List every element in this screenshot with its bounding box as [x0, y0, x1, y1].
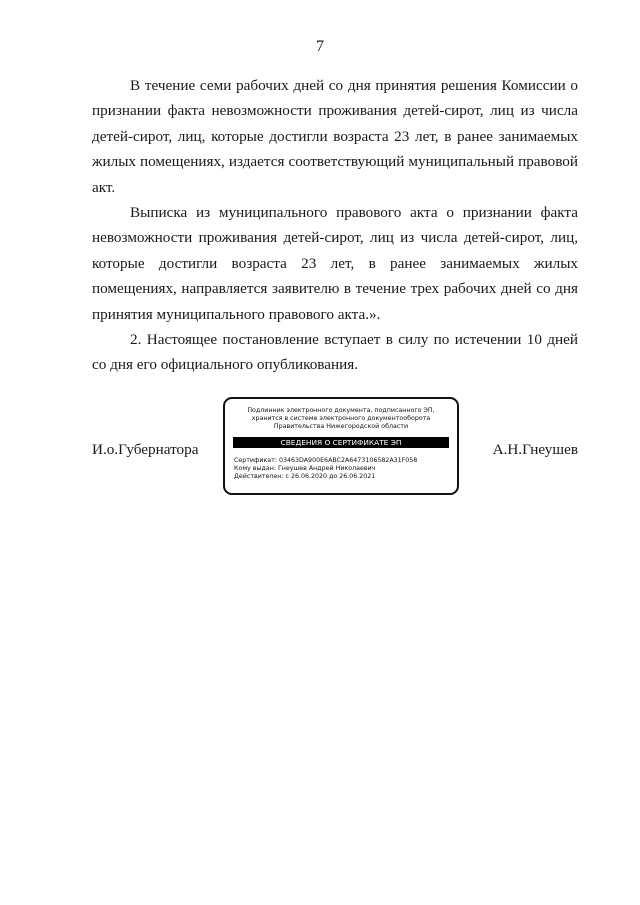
validity-value: с 26.06.2020 до 26.06.2021	[285, 473, 376, 480]
certificate-label: Сертификат:	[234, 457, 277, 464]
electronic-signature-stamp	[223, 397, 459, 495]
issued-to-line	[234, 465, 457, 473]
certificate-info-banner: СВЕДЕНИЯ О СЕРТИФИКАТЕ ЭП	[233, 437, 449, 448]
stamp-header-line: Правительства Нижегородской области	[273, 423, 409, 430]
paragraph-effective-date: 2. Настоящее постановление вступает в силу по истечении 10 дней со дня его официального опубликования.	[92, 331, 578, 374]
stamp-header-line: Подлинник электронного документа, подписанного ЭП,	[247, 407, 435, 414]
issued-to-value: Гнеушев Андрей Николаевич	[277, 465, 376, 472]
validity-line	[234, 473, 457, 481]
stamp-header-line: хранится в системе электронного документооборота	[251, 415, 431, 422]
document-body	[92, 73, 578, 378]
paragraph-extract-delivery: Выписка из муниципального правового акта о признании факта невозможности проживания детей-сирот, лиц из числа детей-сирот, лиц, которые достигли возраста 23 лет, в ранее занимаемых жилых помещениях, направляется заявителю в течение трех рабочих дней со дня принятия муниципального правового акта.».	[92, 204, 578, 323]
issued-to-label: Кому выдан:	[234, 465, 276, 472]
certificate-line	[234, 457, 457, 465]
signatory-name: А.Н.Гнеушев	[492, 441, 578, 458]
certificate-details	[234, 457, 457, 481]
validity-label: Действителен:	[234, 473, 284, 480]
signatory-position: И.о.Губернатора	[92, 441, 199, 458]
paragraph-decision-timing: В течение семи рабочих дней со дня принятия решения Комиссии о признании факта невозможности проживания детей-сирот, лиц из числа детей-сирот, лиц, которые достигли возраста 23 лет, в ранее занимаемых жилых помещениях, издается соответствующий муниципальный правовой акт.	[92, 77, 578, 196]
stamp-header	[225, 407, 457, 431]
page-number: 7	[316, 38, 324, 55]
signature-block	[92, 397, 578, 501]
certificate-value: 03463DA900E6ABC2A6473106582A31F058	[278, 457, 418, 464]
